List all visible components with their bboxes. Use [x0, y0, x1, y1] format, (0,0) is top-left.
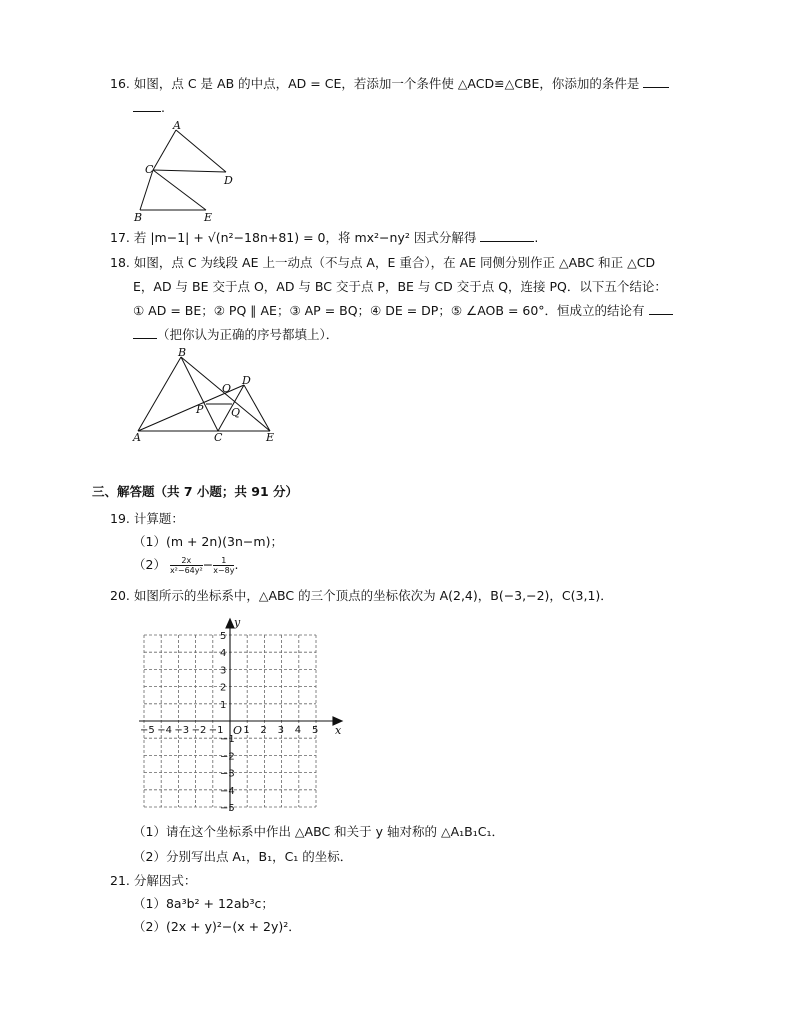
q20-y-tick-label: 4 — [220, 648, 227, 660]
q19-line — [110, 510, 184, 528]
q17-line — [110, 229, 538, 247]
q19-title: 计算题： — [133, 511, 184, 526]
q19-frac1-numerator: 2x — [170, 556, 203, 566]
q19-part2-tail: . — [234, 557, 239, 572]
q20-tick-labels — [140, 631, 318, 814]
q19-frac1-denominator: x²−64y² — [169, 566, 203, 575]
q20-x-tick-label: 2 — [260, 725, 267, 736]
q20-y-tick-label: −3 — [220, 768, 235, 780]
q20-y-tick-label: 2 — [220, 682, 227, 694]
q18-label-Q: Q — [231, 406, 241, 419]
q20-x-tick-label: −2 — [191, 725, 207, 736]
q21-number: 21. — [110, 873, 130, 888]
q19-part2 — [133, 556, 238, 575]
q18-seg-DE — [244, 385, 270, 431]
q16-seg-CD — [153, 170, 226, 172]
q16-label-B: B — [134, 211, 143, 224]
q16-line1 — [110, 75, 669, 93]
q16-label-C: C — [145, 163, 154, 176]
q18-number: 18. — [110, 255, 130, 270]
q18-seg-AB — [138, 357, 181, 431]
q20-x-tick-label: 5 — [312, 725, 319, 736]
q19-frac2-numerator: 1 — [213, 556, 234, 566]
q19-part1: （1）(m + 2n)(3n−m)； — [133, 534, 283, 549]
q18-label-E: E — [266, 431, 275, 444]
q20-x-tick-label: −5 — [140, 725, 155, 736]
q18-label-P: P — [196, 403, 204, 416]
q18-text-line3: ① AD = BE；② PQ ∥ AE；③ AP = BQ；④ DE = DP；⑤ ∠AOB = 60°．恒成立的结论有 — [133, 303, 645, 318]
q17-number: 17. — [110, 230, 130, 245]
q16-figure — [128, 118, 243, 226]
q19-fraction-2 — [213, 556, 234, 575]
q18-label-A: A — [133, 431, 141, 444]
q20-y-tick-label: −1 — [220, 734, 235, 746]
q20-part1: （1）请在这个坐标系中作出 △ABC 和关于 y 轴对称的 △A₁B₁C₁． — [133, 824, 504, 839]
q20-x-tick-label: 4 — [294, 725, 302, 736]
q16-label-A: A — [173, 119, 181, 132]
q17-tail: . — [534, 230, 539, 245]
q20-number: 20. — [110, 588, 130, 603]
q20-y-tick-label: −5 — [220, 803, 235, 814]
q16-label-E: E — [204, 211, 213, 224]
section3-title: 三、解答题（共 7 小题；共 91 分） — [92, 484, 299, 499]
q19-minus: − — [202, 557, 214, 572]
q18-label-D: D — [242, 374, 251, 387]
q18-text-line2: E，AD 与 BE 交于点 O，AD 与 BC 交于点 P，BE 与 CD 交于点 Q，连接 PQ．以下五个结论： — [133, 279, 667, 294]
q18-seg-BC — [181, 357, 218, 431]
q20-x-tick-label: −1 — [208, 725, 224, 736]
q16-tail: . — [161, 100, 165, 115]
q20-y-tick-label: 3 — [220, 665, 227, 677]
q20-y-tick-label: −2 — [220, 751, 235, 763]
q18-text-line1: 如图，点 C 为线段 AE 上一动点（不与点 A，E 重合），在 AE 同侧分别作正 △ABC 和正 △CD — [133, 255, 656, 270]
q20-y-axis-label: y — [234, 616, 241, 629]
q18-line3 — [133, 302, 673, 320]
q20-x-tick-label: −4 — [157, 725, 172, 736]
q16-seg-AC — [153, 130, 176, 170]
q18-text-line4: （把你认为正确的序号都填上）． — [157, 327, 339, 342]
q17-text: 若 |m−1| + √(n²−18n+81) = 0，将 mx²−ny² 因式分解得 — [133, 230, 477, 245]
q18-line4 — [133, 326, 338, 344]
q16-answer-blank-b[interactable] — [133, 99, 161, 112]
q20-y-tick-label: 1 — [220, 699, 227, 711]
q16-seg-CE — [153, 170, 206, 210]
q21-part2: （2）(2x + y)²−(x + 2y)²． — [133, 919, 301, 934]
q16-text: 如图，点 C 是 AB 的中点，AD = CE，若添加一个条件使 △ACD≌△CBE，你添加的条件是 — [133, 76, 640, 91]
q20-y-tick-label: −4 — [220, 785, 235, 797]
q19-frac2-denominator: x−8y — [213, 566, 235, 575]
q19-number: 19. — [110, 511, 130, 526]
q21-line — [110, 872, 196, 890]
q18-line1 — [110, 254, 655, 272]
q20-x-tick-label: 3 — [277, 725, 284, 736]
q18-label-O: O — [222, 382, 232, 395]
q20-part2: （2）分别写出点 A₁，B₁，C₁ 的坐标． — [133, 849, 353, 864]
q19-part2-label: （2） — [133, 557, 166, 572]
q18-label-C: C — [214, 431, 223, 444]
q16-number: 16. — [110, 76, 130, 91]
q16-answer-blank-a[interactable] — [643, 75, 669, 88]
q20-origin-label: O — [233, 724, 243, 737]
q20-y-tick-label: 5 — [220, 631, 227, 642]
q21-title: 分解因式： — [133, 873, 197, 888]
q21-part1: （1）8a³b² + 12ab³c； — [133, 896, 274, 911]
q18-figure — [128, 344, 288, 446]
q20-text: 如图所示的坐标系中，△ABC 的三个顶点的坐标依次为 A(2,4)，B(−3,−2)，C(3,1)． — [133, 588, 613, 603]
q20-x-tick-label: −3 — [174, 725, 190, 736]
q20-x-axis-label: x — [335, 724, 342, 737]
q17-answer-blank[interactable] — [480, 229, 534, 242]
q18-answer-blank-b[interactable] — [133, 326, 157, 339]
q20-coordinate-grid[interactable] — [135, 612, 350, 814]
q20-y-axis-arrow — [226, 619, 234, 628]
q18-answer-blank-a[interactable] — [649, 302, 673, 315]
q16-seg-CB — [140, 170, 153, 210]
q16-line2 — [133, 99, 165, 117]
q16-seg-AD — [176, 130, 226, 172]
q16-label-D: D — [224, 174, 233, 187]
q18-label-B: B — [178, 346, 187, 359]
q20-x-tick-label: 1 — [243, 725, 250, 736]
q20-line — [110, 587, 613, 605]
q19-fraction-1 — [170, 556, 203, 575]
